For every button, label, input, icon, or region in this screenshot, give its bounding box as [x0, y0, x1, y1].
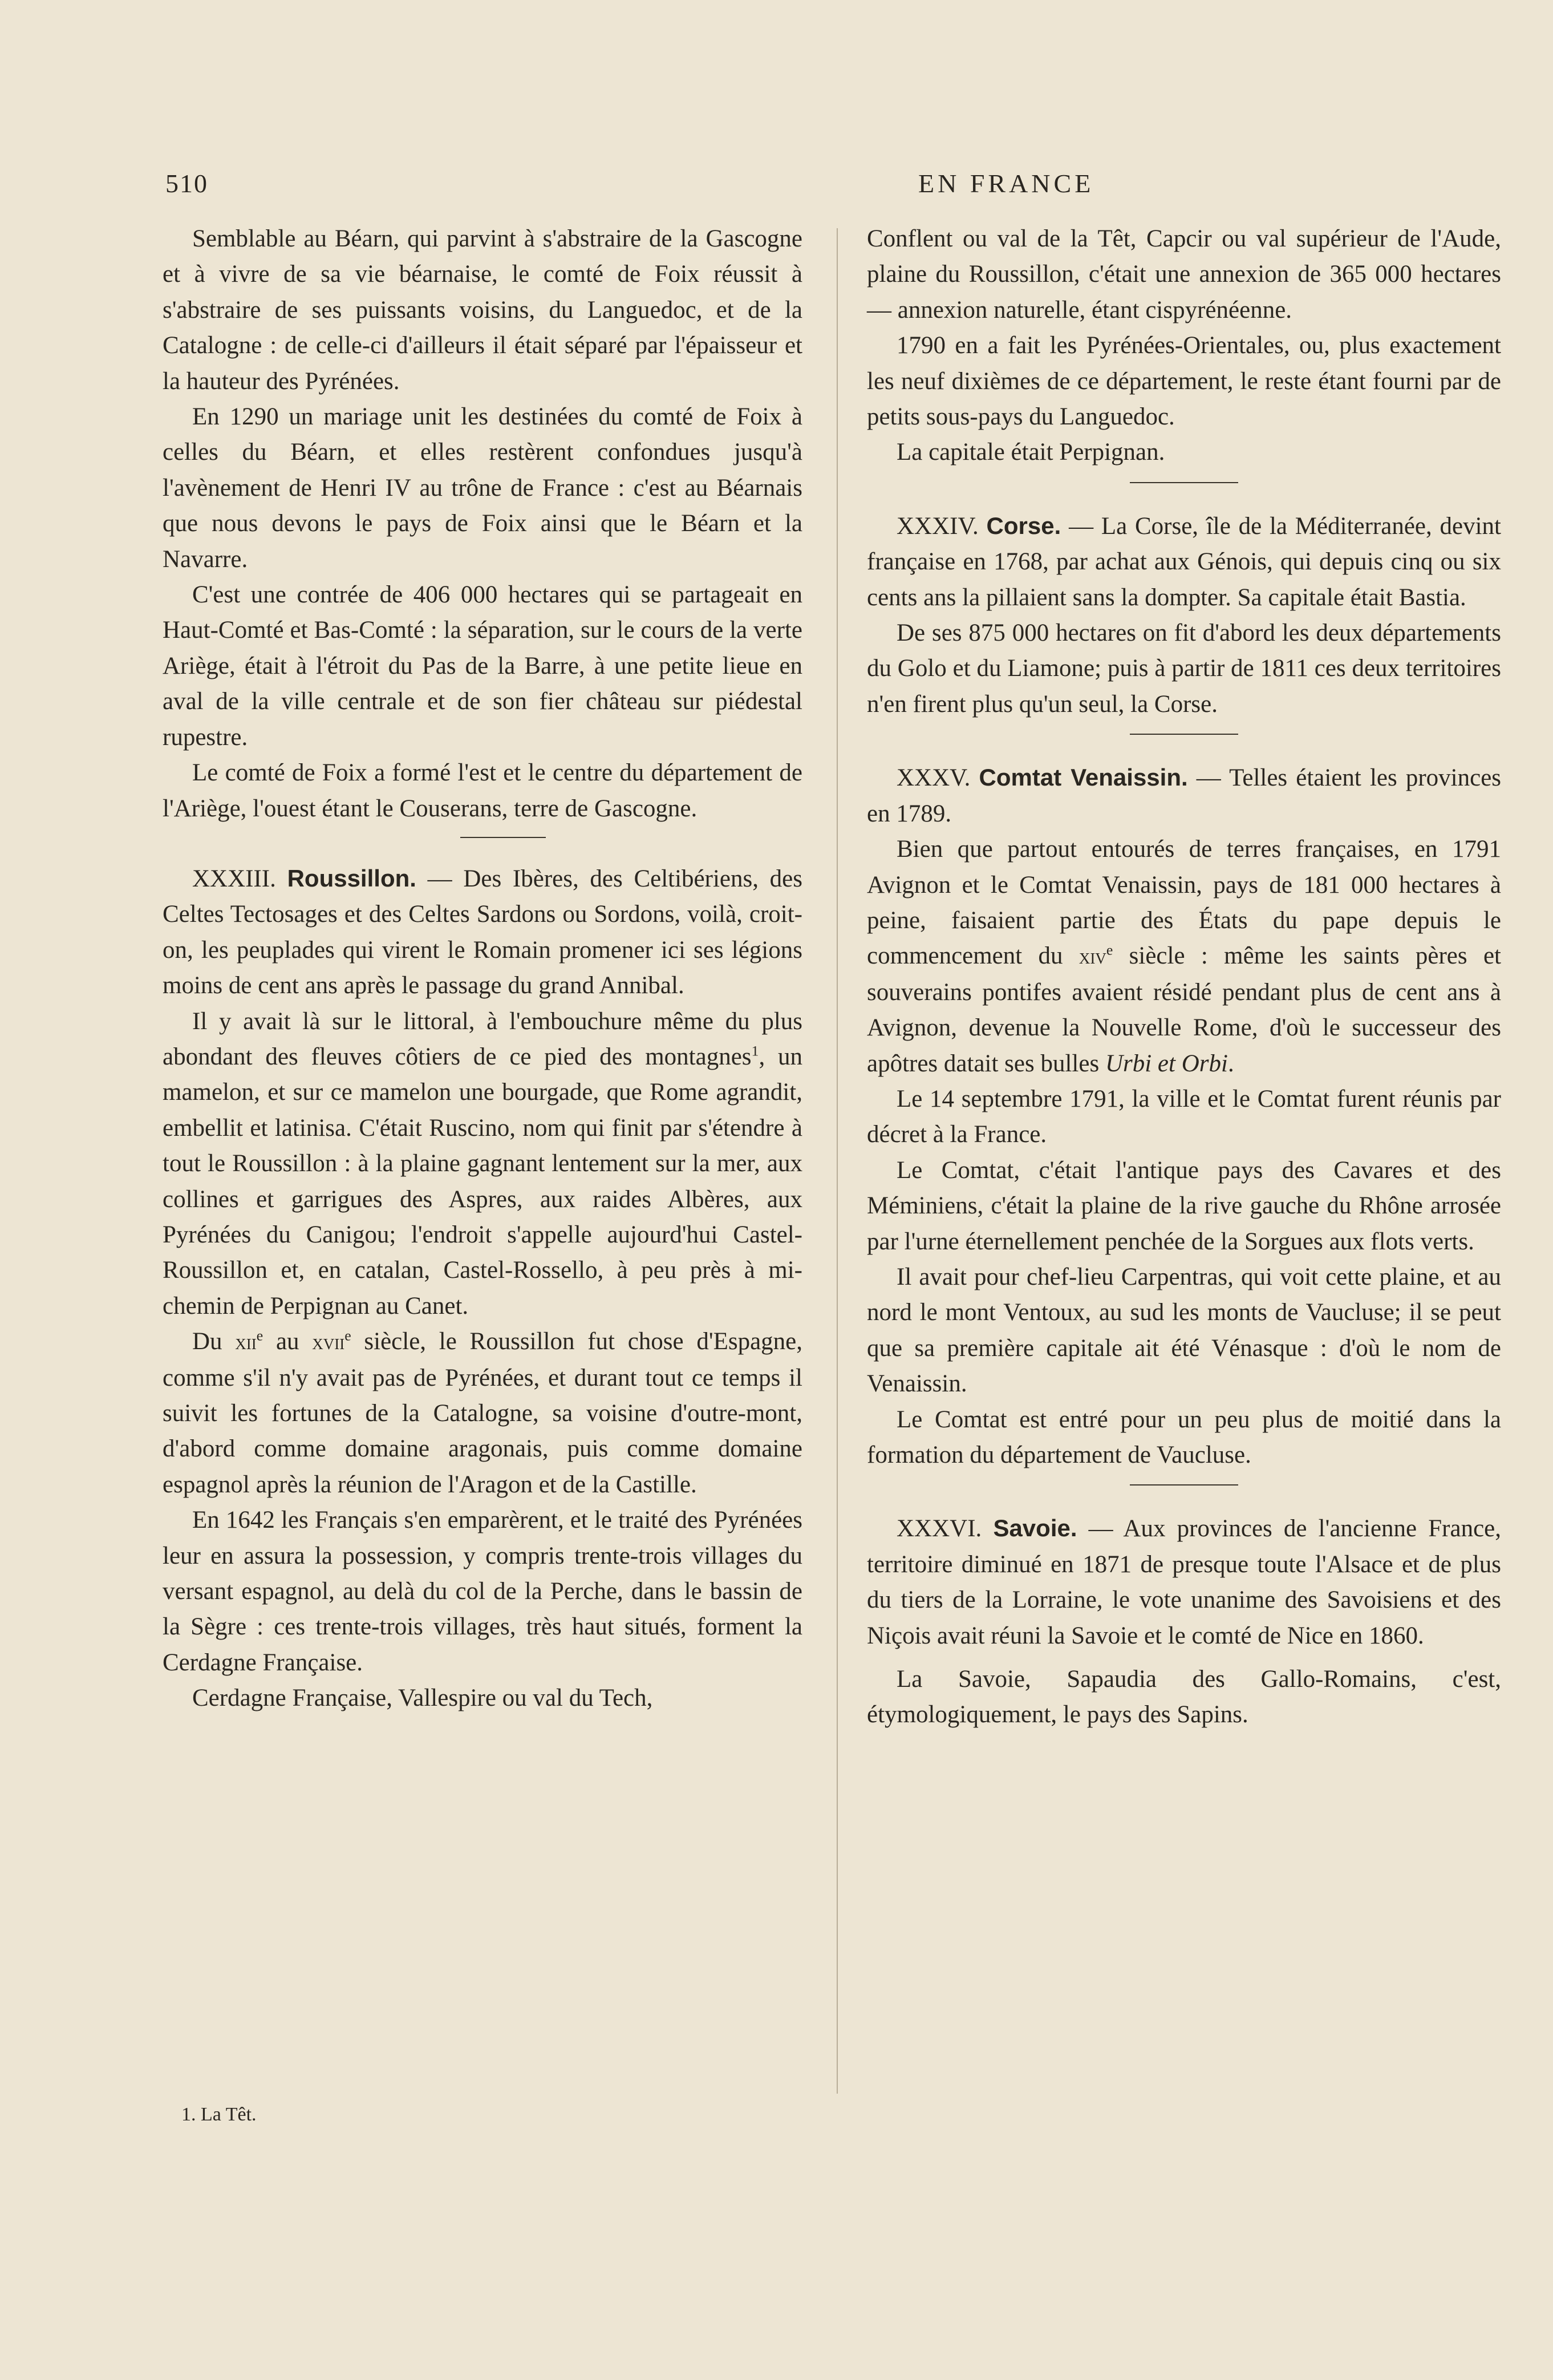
section-divider: [1130, 1484, 1238, 1486]
paragraph: Il avait pour chef-lieu Carpentras, qui voit cette plaine, et au nord le mont Ventoux, au sud les monts de Vaucluse; il se peut que sa première capitale ait été Vénasque : d'où le nom de Venaissin.: [867, 1263, 1501, 1398]
paragraph: Semblable au Béarn, qui parvint à s'abstraire de la Gascogne et à vivre de sa vie béarnaise, le comté de Foix réussit à s'abstraire de ses puissants voisins, du Languedoc, et de la Catalogne : de celle-ci d'ailleurs il était séparé par l'épaisseur et la hauteur des Pyrénées.: [163, 225, 802, 395]
paragraph: De ses 875 000 hectares on fit d'abord les deux départements du Golo et du Liamone; puis à partir de 1811 ces deux territoires n'en firent plus qu'un seul, la Corse.: [867, 620, 1501, 718]
section-title: Savoie.: [993, 1515, 1077, 1542]
paragraph: Le 14 septembre 1791, la ville et le Comtat furent réunis par décret à la France.: [867, 1085, 1501, 1148]
section-number: XXXIV.: [897, 512, 979, 540]
paragraph: En 1642 les Français s'en emparèrent, et le traité des Pyrénées leur en assura la possession, y compris trente-trois villages du versant espagnol, au delà du col de la Perche, dans le bassin de la Sègre : ces trente-trois villages, très haut situés, forment la Cerdagne Française.: [163, 1507, 802, 1676]
section-heading-paragraph: [867, 508, 1501, 616]
page-number: 510: [165, 169, 208, 198]
running-title: EN FRANCE: [918, 169, 1094, 198]
left-column: [163, 221, 802, 1717]
footnote: 1. La Têt.: [181, 2104, 257, 2125]
section-text: — La Corse, île de la Méditerranée, devint française en 1768, par achat aux Génois, qui depuis cinq ou six cents ans la pillaient sans la dompter. Sa capitale était Bastia.: [867, 512, 1502, 611]
section-number: XXXIII.: [192, 865, 276, 892]
paragraph-text: Il y avait là sur le littoral, à l'embouchure même du plus abondant des fleuves côtiers de ce pied des montagnes: [163, 1007, 802, 1070]
paragraph: Le Comtat, c'était l'antique pays des Cavares et des Méminiens, c'était la plaine de la rive gauche du Rhône arrosée par l'urne éternellement penchée de la Sorgues aux flots verts.: [867, 1156, 1501, 1255]
paragraph: La capitale était Perpignan.: [897, 439, 1165, 466]
paragraph: Le Comtat est entré pour un peu plus de moitié dans la formation du département de Vaucluse.: [867, 1406, 1501, 1468]
section-title: Comtat Venaissin.: [979, 764, 1188, 791]
paragraph: [163, 1004, 802, 1325]
section-title: Roussillon.: [287, 864, 416, 892]
latin-phrase: Urbi et Orbi: [1105, 1050, 1228, 1077]
spacer: [867, 1654, 1501, 1662]
section-heading-paragraph: [867, 1511, 1501, 1654]
section-number: XXXVI.: [897, 1515, 982, 1543]
paragraph-text: siècle : même les saints pères et souverains pontifes avaient résidé pendant plus de cent ans à Avignon, devenue la Nouvelle Rome, d'où le successeur des apôtres datait ses bulles: [867, 942, 1501, 1077]
section-text: — Telles étaient les provinces en 1789.: [867, 764, 1502, 827]
page-header: [165, 168, 1494, 203]
paragraph-text: siècle, le Roussillon fut chose d'Espagne, comme s'il n'y avait pas de Pyrénées, et durant tout ce temps il suivit les fortunes de la Catalogne, sa voisine d'outre-mont, d'abord comme domaine aragonais, puis comme domaine espagnol après la réunion de l'Aragon et de la Castille.: [163, 1328, 802, 1498]
superscript: e: [344, 1327, 351, 1344]
paragraph: La Savoie, Sapaudia des Gallo-Romains, c'est, étymologiquement, le pays des Sapins.: [867, 1666, 1501, 1729]
section-title: Corse.: [986, 512, 1061, 539]
paragraph-text: .: [1227, 1050, 1234, 1077]
paragraph: 1790 en a fait les Pyrénées-Orientales, ou, plus exactement les neuf dixièmes de ce département, le reste étant fourni par de petits sous-pays du Languedoc.: [867, 332, 1501, 431]
footnote-reference: 1: [751, 1042, 759, 1059]
section-divider: [460, 837, 546, 838]
paragraph-text: , un mamelon, et sur ce mamelon une bourgade, que Rome agrandit, embellit et latinisa. C'était Ruscino, nom qui finit par s'étendre à tout le Roussillon : à la plaine gagnant lentement sur la mer, aux collines et garrigues des Aspres, aux raides Albères, aux Pyrénées du Canigou; l'endroit s'appelle aujourd'hui Castel-Roussillon et, en catalan, Castel-Rossello, à peu près à mi-chemin de Perpignan au Canet.: [163, 1043, 803, 1319]
paragraph: Le comté de Foix a formé l'est et le centre du département de l'Ariège, l'ouest étant le Couserans, terre de Gascogne.: [163, 759, 802, 822]
paragraph: Cerdagne Française, Vallespire ou val du Tech,: [192, 1685, 653, 1712]
century-numeral: xii: [235, 1330, 257, 1355]
section-text: — Des Ibères, des Celtibériens, des Celtes Tectosages et des Celtes Sardons ou Sordons, voilà, croit-on, les peuplades qui virent le Romain promener ici ses légions moins de cent ans après le passage du grand Annibal.: [163, 865, 802, 999]
section-divider: [1130, 734, 1238, 735]
column-divider: [837, 228, 838, 2094]
section-heading-paragraph: [163, 861, 802, 1004]
century-numeral: xvii: [312, 1330, 345, 1355]
superscript: e: [256, 1327, 263, 1344]
superscript: e: [1106, 941, 1113, 958]
century-numeral: xiv: [1078, 945, 1106, 969]
paragraph-text: Bien que partout entourés de terres françaises, en 1791 Avignon et le Comtat Venaissin, pays de 181 000 hectares à peine, faisaient partie des États du pape depuis le commencement du: [867, 836, 1501, 970]
section-text: — Aux provinces de l'ancienne France, territoire diminué en 1871 de presque toute l'Alsace et de plus du tiers de la Lorraine, le vote unanime des Savoisiens et des Niçois avait réuni la Savoie et le comté de Nice en 1860.: [867, 1515, 1502, 1649]
paragraph: [163, 1324, 802, 1503]
paragraph-text: Du: [192, 1328, 236, 1355]
paragraph-text: au: [263, 1328, 313, 1355]
paragraph-continuation: Conflent ou val de la Têt, Capcir ou val supérieur de l'Aude, plaine du Roussillon, c'était une annexion de 365 000 hectares — annexion naturelle, étant cispyrénéenne.: [867, 225, 1501, 323]
paragraph: C'est une contrée de 406 000 hectares qui se partageait en Haut-Comté et Bas-Comté : la séparation, sur le cours de la verte Ariège, était à l'étroit du Pas de la Barre, à une petite lieue en aval de la ville centrale et de son fier château sur piédestal rupestre.: [163, 581, 802, 751]
section-heading-paragraph: [867, 760, 1501, 832]
paragraph: En 1290 un mariage unit les destinées du comté de Foix à celles du Béarn, et elles restèrent confondues jusqu'à l'avènement de Henri IV au trône de France : c'est au Béarnais que nous devons le pays de Foix ainsi que le Béarn et la Navarre.: [163, 403, 802, 573]
section-divider: [1130, 482, 1238, 483]
paragraph: [867, 832, 1501, 1082]
right-column: [867, 221, 1501, 1733]
section-number: XXXV.: [897, 764, 971, 792]
